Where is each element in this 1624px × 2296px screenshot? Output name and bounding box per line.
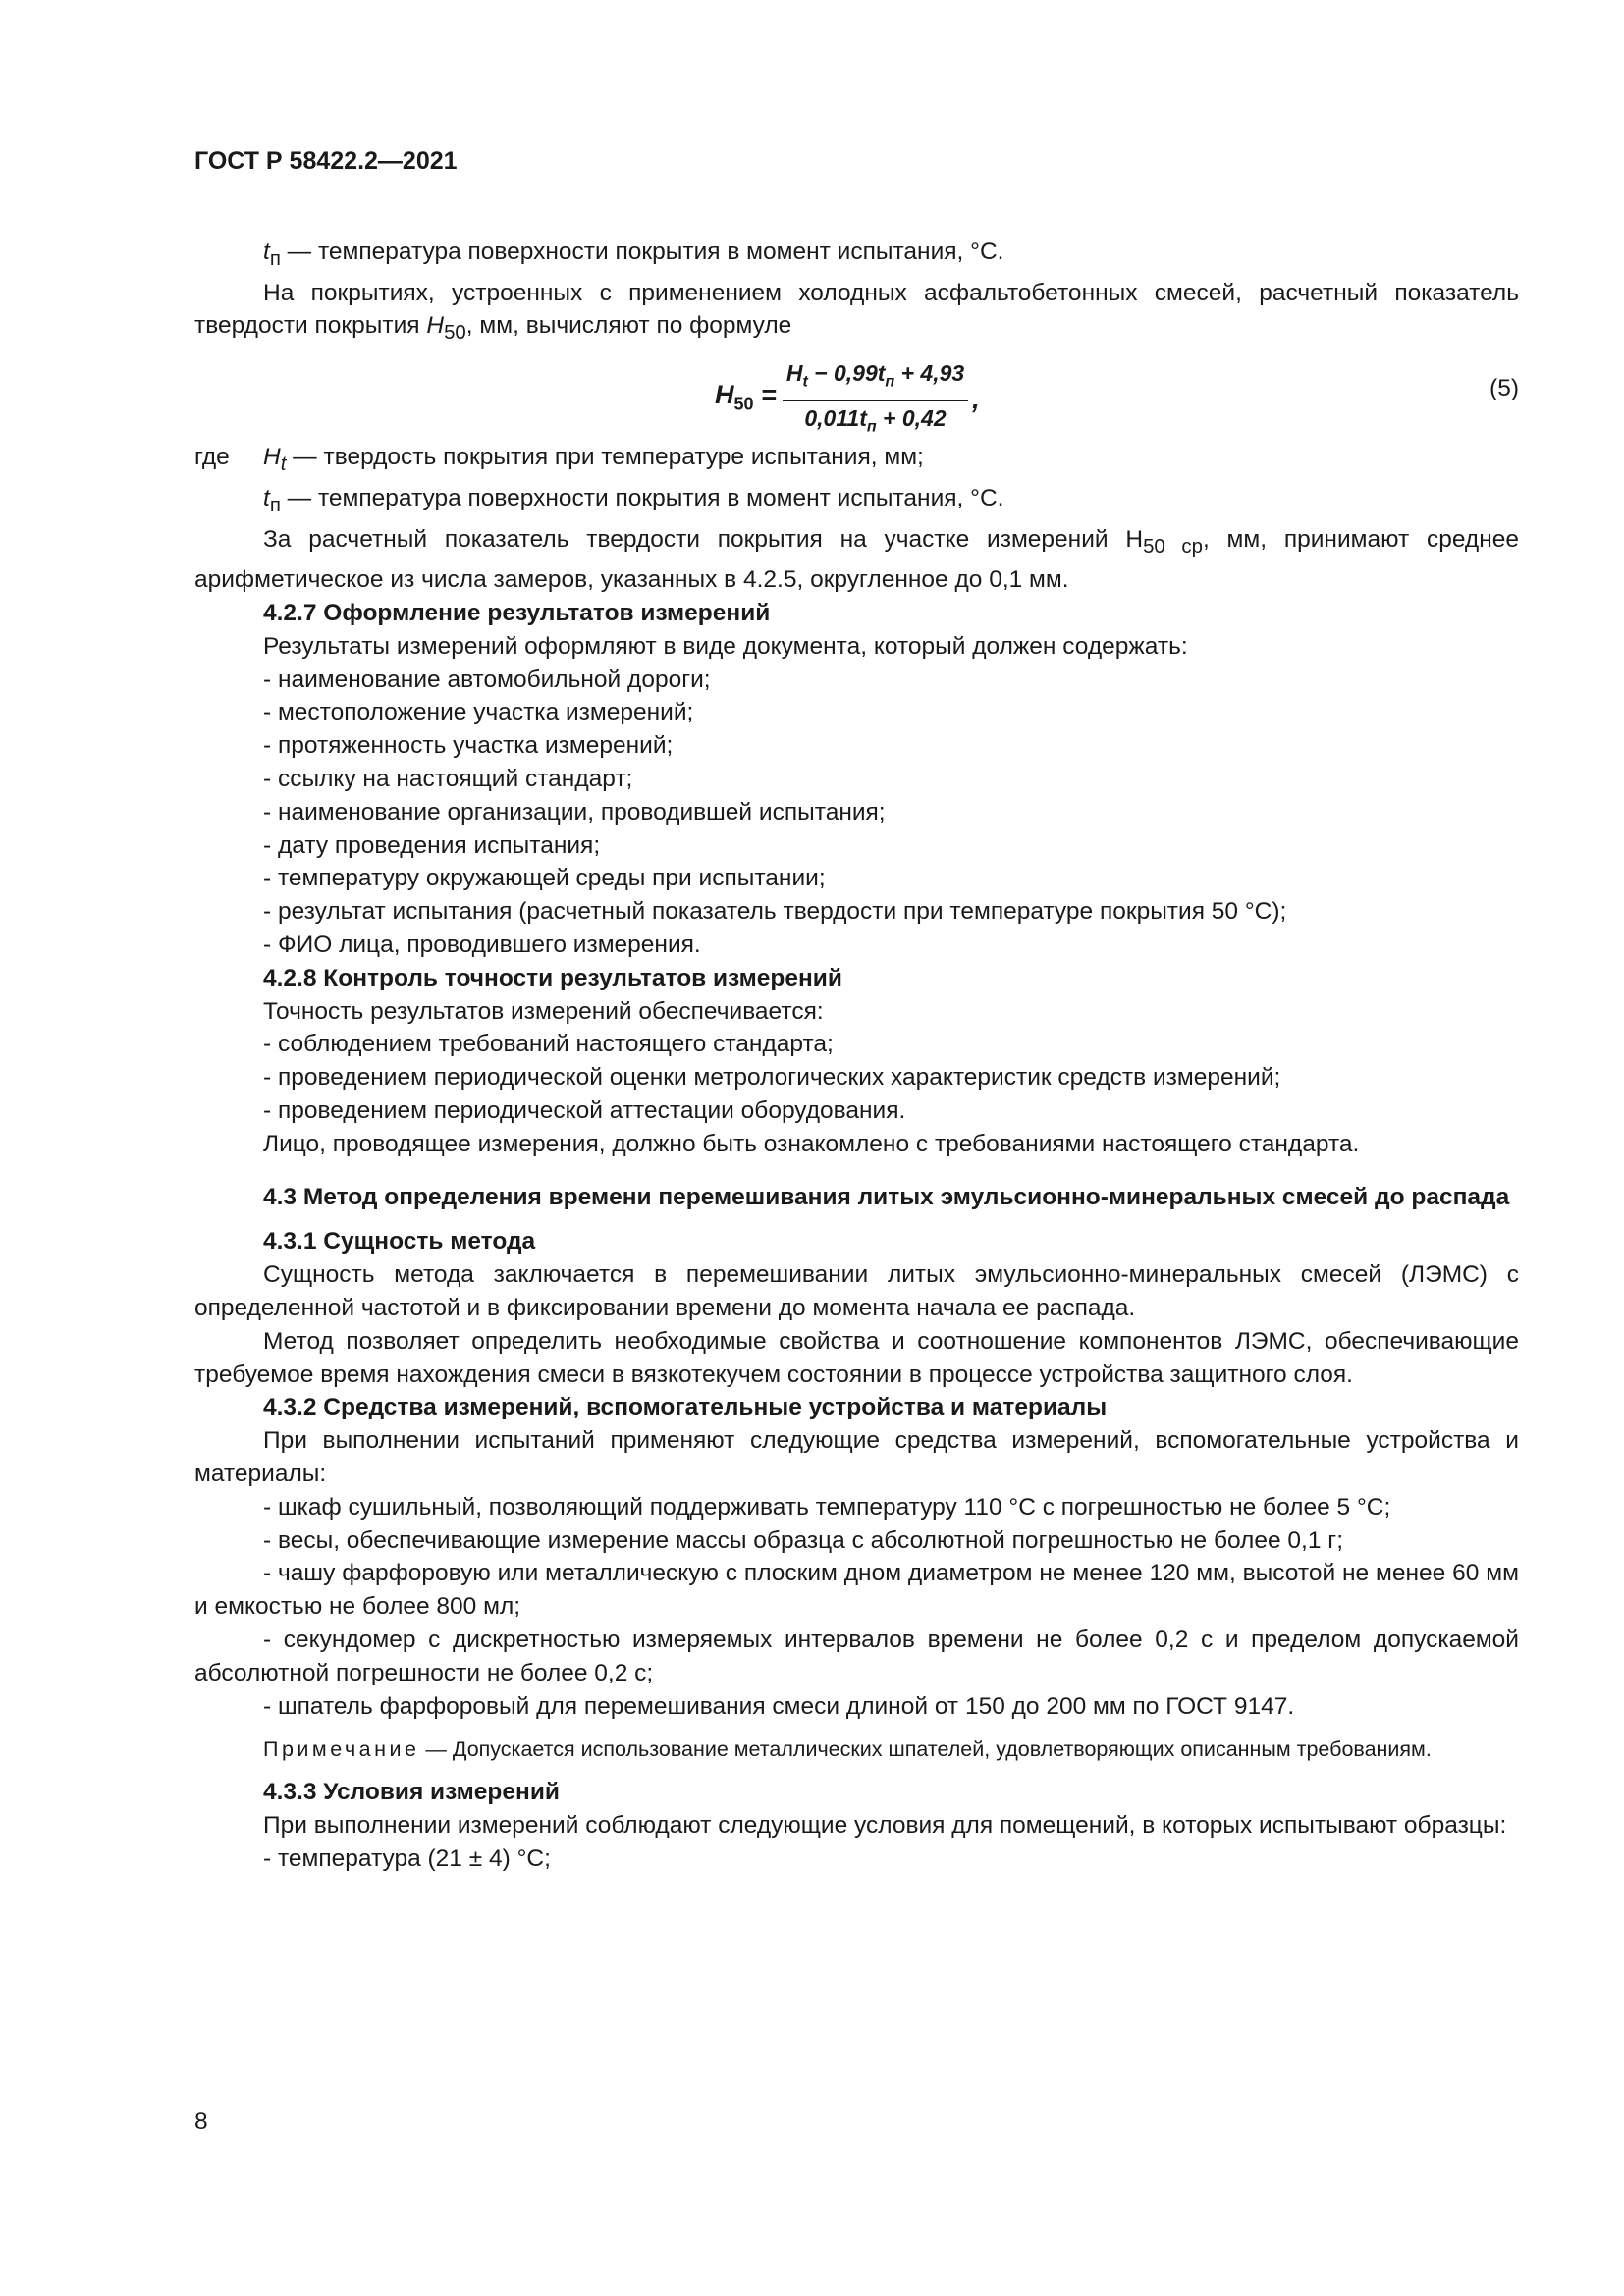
s431-paragraph: Сущность метода заключается в перемешивании литых эмульсионно-минеральных смесей (ЛЭМС) с определенной частотой и в фиксировании времени до момента начала ее распада.: [194, 1261, 1519, 1321]
list-item: - ФИО лица, проводившего измерения.: [263, 932, 701, 958]
s431-paragraph: Метод позволяет определить необходимые свойства и соотношение компонентов ЛЭМС, обеспечивающие требуемое время нахождения смеси в вязкотекучем состоянии в процессе устройства защитного слоя.: [194, 1327, 1519, 1388]
formula-numerator: $H_t - 0,99t_п + 4,93$: [783, 358, 968, 401]
tn-definition: $t_п$ — температура поверхности покрытия в момент испытания, °С.: [263, 239, 1004, 270]
s427-intro: Результаты измерений оформляют в виде документа, который должен содержать:: [263, 632, 1188, 660]
s428-outro: Лицо, проводящее измерения, должно быть ознакомлено с требованиями настоящего стандарта.: [263, 1130, 1360, 1157]
list-item: - шпатель фарфоровый для перемешивания смеси длиной от 150 до 200 мм по ГОСТ 9147.: [263, 1692, 1295, 1720]
list-item: - наименование автомобильной дороги;: [263, 666, 711, 693]
heading-4-3: 4.3 Метод определения времени перемешивания литых эмульсионно-минеральных смесей до распада: [263, 1183, 1510, 1210]
document-header: ГОСТ Р 58422.2—2021: [194, 147, 458, 175]
list-item: - чашу фарфоровую или металлическую с плоским дном диаметром не менее 120 мм, высотой не менее 60 мм и емкостью не более 800 мл;: [194, 1560, 1519, 1621]
formula-intro-paragraph: На покрытиях, устроенных с применением холодных асфальтобетонных смесей, расчетный показатель твердости покрытия $H_{50}$, мм, вычисляют по формуле: [194, 279, 1519, 345]
s432-intro: При выполнении испытаний применяют следующие средства измерений, вспомогательные устройства и материалы:: [194, 1427, 1519, 1487]
list-item: - температура (21 ± 4) °С;: [263, 1844, 551, 1872]
s428-intro: Точность результатов измерений обеспечивается:: [263, 997, 824, 1025]
equation-number: (5): [1489, 375, 1519, 402]
list-item: - проведением периодической аттестации оборудования.: [263, 1096, 906, 1124]
formula-denominator: $0,011t_п + 0,42$: [804, 404, 947, 436]
heading-4-3-1: 4.3.1 Сущность метода: [263, 1228, 536, 1255]
list-item: - местоположение участка измерений;: [263, 699, 694, 726]
page-number: 8: [194, 2109, 208, 2135]
formula-expression: $H_{50}$ = $\frac{H_t - 0,99t_п + 4,93}{0,011t_п + 0,42}$ ,: [715, 358, 980, 442]
where-tn: $t_п$ — температура поверхности покрытия в момент испытания, °С.: [263, 484, 1004, 516]
page-content: [194, 236, 1519, 1876]
note: Примечание — Допускается использование металлических шпателей, удовлетворяющих описанным требованиям.: [263, 1737, 1432, 1762]
heading-4-3-2: 4.3.2 Средства измерений, вспомогательные устройства и материалы: [263, 1394, 1108, 1421]
list-item: - дату проведения испытания;: [263, 831, 601, 859]
list-item: - весы, обеспечивающие измерение массы образца с абсолютной погрешностью не более 0,1 г;: [263, 1526, 1344, 1554]
list-item: - проведением периодической оценки метрологических характеристик средств измерений;: [263, 1064, 1281, 1092]
where-ht: где $H_t$ — твердость покрытия при температуре испытания, мм;: [194, 444, 924, 476]
list-item: - ссылку на настоящий стандарт;: [263, 766, 633, 793]
formula-5: [194, 350, 1519, 441]
heading-4-2-7: 4.2.7 Оформление результатов измерений: [263, 600, 771, 627]
note-label: Примечание: [263, 1737, 420, 1762]
list-item: - температуру окружающей среды при испытании;: [263, 865, 826, 892]
heading-4-3-3: 4.3.3 Условия измерений: [263, 1779, 560, 1806]
list-item: - наименование организации, проводившей испытания;: [263, 798, 886, 826]
list-item: - результат испытания (расчетный показатель твердости при температуре покрытия 50 °С);: [263, 898, 1287, 926]
formula-fraction: [783, 358, 968, 442]
list-item: - протяженность участка измерений;: [263, 732, 674, 760]
heading-4-2-8: 4.2.8 Контроль точности результатов измерений: [263, 964, 842, 991]
list-item: - секундомер с дискретностью измеряемых интервалов времени не более 0,2 с и пределом допускаемой абсолютной погрешности не более 0,2 с;: [194, 1626, 1519, 1686]
list-item: - шкаф сушильный, позволяющий поддерживать температуру 110 °С с погрешностью не более 5 °С;: [263, 1493, 1391, 1521]
list-item: - соблюдением требований настоящего стандарта;: [263, 1031, 834, 1058]
s433-intro: При выполнении измерений соблюдают следующие условия для помещений, в которых испытывают образцы:: [263, 1812, 1507, 1840]
average-paragraph: За расчетный показатель твердости покрытия на участке измерений $H_{50 ср}$, мм, принимают среднее арифметическое из числа замеров, указанных в 4.2.5, округленное до 0,1 мм.: [194, 525, 1519, 594]
